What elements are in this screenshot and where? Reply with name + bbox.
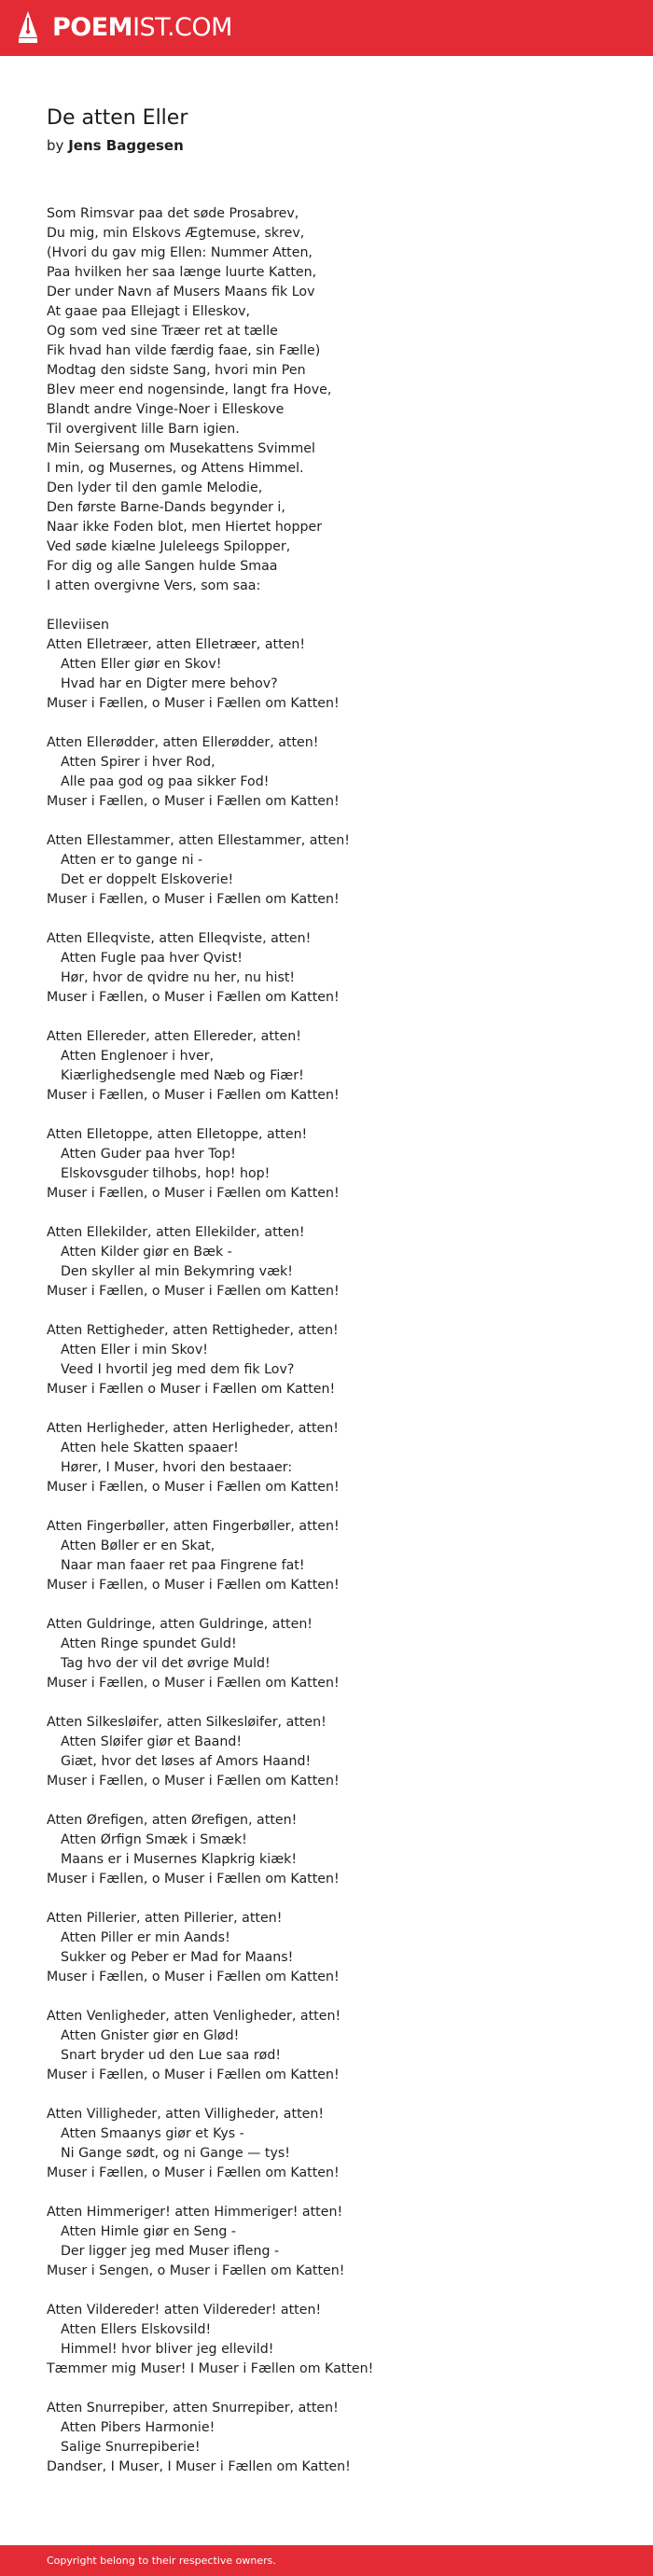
poem-line: Alle paa god og paa sikker Fod! xyxy=(61,774,270,789)
poem-line: Muser i Fællen, o Muser i Fællen om Katten! xyxy=(47,1578,340,1593)
stanza-break xyxy=(47,1889,625,1909)
poem-line: Giæt, hvor det løses af Amors Haand! xyxy=(61,1754,312,1769)
poem-line: Atten Spirer i hver Rod, xyxy=(61,755,215,770)
poem-title: De atten Eller xyxy=(47,106,188,130)
poem-line: Maans er i Musernes Klapkrig kiæk! xyxy=(61,1852,298,1867)
stanza-break xyxy=(47,1791,625,1811)
stanza-break xyxy=(47,2281,625,2301)
poem-line: Atten Guldringe, atten Guldringe, atten! xyxy=(47,1617,313,1632)
stanza-break xyxy=(47,1497,625,1517)
stanza-break xyxy=(47,1693,625,1713)
poem-line: Snart bryder ud den Lue saa rød! xyxy=(61,2048,282,2063)
poem-line: Muser i Fællen, o Muser i Fællen om Katten! xyxy=(47,1970,340,1984)
poem-line: Atten Ørfign Smæk i Smæk! xyxy=(61,1832,247,1847)
poem-line: Fik hvad han vilde færdig faae, sin Fælle) xyxy=(47,343,321,358)
poem-line: Muser i Fællen, o Muser i Fællen om Katten! xyxy=(47,794,340,809)
poem-line: Atten Eller i min Skov! xyxy=(61,1343,208,1358)
poem-line: Atten Rettigheder, atten Rettigheder, atten! xyxy=(47,1323,339,1338)
poem-line: Muser i Sengen, o Muser i Fællen om Katten! xyxy=(47,2263,345,2278)
poem-line: Der under Navn af Musers Maans fik Lov xyxy=(47,285,315,299)
stanza-break xyxy=(47,2085,625,2105)
logo-light: IST.COM xyxy=(132,13,232,42)
poem-line: Atten Silkesløifer, atten Silkesløifer, atten! xyxy=(47,1715,326,1730)
poem-line: Paa hvilken her saa længe luurte Katten, xyxy=(47,265,317,280)
poem-line: Atten Himle giør en Seng - xyxy=(61,2224,236,2239)
poem-line: Atten Elletoppe, atten Elletoppe, atten! xyxy=(47,1127,308,1142)
poem-line: Tæmmer mig Muser! I Muser i Fællen om Katten! xyxy=(47,2361,374,2376)
poem-line: Blev meer end nogensinde, langt fra Hove, xyxy=(47,383,332,397)
poem-line: Blandt andre Vinge-Noer i Elleskove xyxy=(47,402,285,417)
poem-line: Atten Ørefigen, atten Ørefigen, atten! xyxy=(47,1813,298,1828)
poem-line: Atten Vildereder! atten Vildereder! atten! xyxy=(47,2303,322,2318)
logo-bold: POEM xyxy=(52,13,133,42)
poem-line: I min, og Musernes, og Attens Himmel. xyxy=(47,461,304,476)
poem-line: Muser i Fællen, o Muser i Fællen om Katten! xyxy=(47,1774,340,1789)
poem-line: Tag hvo der vil det øvrige Muld! xyxy=(61,1656,271,1671)
poem-line: Atten Fugle paa hver Qvist! xyxy=(61,951,243,966)
poem-line: Atten Ellerødder, atten Ellerødder, atten! xyxy=(47,735,319,750)
poem-line: Hvad har en Digter mere behov? xyxy=(61,676,278,691)
poem-line: Muser i Fællen, o Muser i Fællen om Katten! xyxy=(47,1186,340,1201)
poem-line: I atten overgivne Vers, som saa: xyxy=(47,578,261,593)
site-footer xyxy=(0,2545,653,2576)
pen-nib-icon xyxy=(17,9,39,47)
poem-line: Sukker og Peber er Mad for Maans! xyxy=(61,1950,294,1965)
logo-wordmark xyxy=(52,9,232,47)
stanza-break xyxy=(47,2379,625,2399)
poem-line: Atten Ellekilder, atten Ellekilder, atten! xyxy=(47,1225,305,1240)
poem-line: Muser i Fællen, o Muser i Fællen om Katten! xyxy=(47,1284,340,1299)
site-logo[interactable] xyxy=(17,9,232,47)
poem-line: Atten Gnister giør en Glød! xyxy=(61,2028,240,2043)
poem-line: Naar ikke Foden blot, men Hiertet hopper xyxy=(47,520,323,535)
poem-line: Muser i Fællen o Muser i Fællen om Katten! xyxy=(47,1382,336,1397)
poem-line: Muser i Fællen, o Muser i Fællen om Katten! xyxy=(47,1480,340,1495)
poem-line: Og som ved sine Træer ret at tælle xyxy=(47,324,278,339)
poem-line: Hører, I Muser, hvori den bestaaer: xyxy=(61,1460,293,1475)
poem-line: Atten Guder paa hver Top! xyxy=(61,1147,236,1162)
poem-line: Muser i Fællen, o Muser i Fællen om Katten! xyxy=(47,2068,340,2082)
poem-line: Der ligger jeg med Muser ifleng - xyxy=(61,2244,280,2259)
poem-line: Muser i Fællen, o Muser i Fællen om Katten! xyxy=(47,696,340,711)
poem-line: Atten Ellers Elskovsild! xyxy=(61,2322,212,2337)
poem-line: Atten Englenoer i hver, xyxy=(61,1049,215,1064)
poem-line: Hør, hvor de qvidre nu her, nu hist! xyxy=(61,970,296,985)
poem-line: Veed I hvortil jeg med dem fik Lov? xyxy=(61,1362,295,1377)
poem-line: Atten Himmeriger! atten Himmeriger! atten! xyxy=(47,2205,343,2220)
stanza-break xyxy=(47,596,625,616)
poem-line: Atten hele Skatten spaaer! xyxy=(61,1441,239,1455)
poem-line: Atten Ellereder, atten Ellereder, atten! xyxy=(47,1029,301,1044)
stanza-break xyxy=(47,910,625,929)
poem-line: Det er doppelt Elskoverie! xyxy=(61,872,234,887)
stanza-break xyxy=(47,714,625,733)
stanza-break xyxy=(47,1204,625,1223)
stanza-break xyxy=(47,1595,625,1615)
poem-line: Atten Pibers Harmonie! xyxy=(61,2420,215,2435)
poem-line: Modtag den sidste Sang, hvori min Pen xyxy=(47,363,306,378)
poem-line: (Hvori du gav mig Ellen: Nummer Atten, xyxy=(47,245,313,260)
poem-line: Naar man faaer ret paa Fingrene fat! xyxy=(61,1558,305,1573)
stanza-break xyxy=(47,812,625,831)
poem-line: Atten Pillerier, atten Pillerier, atten! xyxy=(47,1911,283,1926)
poem-line: Salige Snurrepiberie! xyxy=(61,2440,201,2455)
poem-line: Atten Venligheder, atten Venligheder, atten! xyxy=(47,2009,341,2024)
poem-line: Atten Elletræer, atten Elletræer, atten! xyxy=(47,637,306,652)
poem-line: Atten Sløifer giør et Baand! xyxy=(61,1734,243,1749)
poem-line: Muser i Fællen, o Muser i Fællen om Katten! xyxy=(47,892,340,907)
poem-line: Atten Elleqviste, atten Elleqviste, atten! xyxy=(47,931,312,946)
poem-line: At gaae paa Ellejagt i Elleskov, xyxy=(47,304,251,319)
poem-line: Atten Fingerbøller, atten Fingerbøller, atten! xyxy=(47,1519,340,1534)
poem-line: Himmel! hvor bliver jeg ellevild! xyxy=(61,2342,274,2357)
poem-line: Muser i Fællen, o Muser i Fællen om Katten! xyxy=(47,1676,340,1691)
copyright-notice: Copyright belong to their respective owners. xyxy=(47,2555,276,2567)
poem-line: Kiærlighedsengle med Næb og Fiær! xyxy=(61,1068,304,1083)
poem-line: Atten Bøller er en Skat, xyxy=(61,1539,215,1553)
stanza-break xyxy=(47,1302,625,1321)
poem-line: Elleviisen xyxy=(47,618,109,633)
poem-byline xyxy=(47,135,184,156)
poem-line: Den første Barne-Dands begynder i, xyxy=(47,500,285,515)
stanza-break xyxy=(47,1399,625,1419)
poem-line: Atten Smaanys giør et Kys - xyxy=(61,2126,244,2141)
poem-line: Som Rimsvar paa det søde Prosabrev, xyxy=(47,206,299,221)
poem-line: Atten Ringe spundet Guld! xyxy=(61,1636,237,1651)
poem-line: Atten Kilder giør en Bæk - xyxy=(61,1245,232,1260)
poem-line: Til overgivent lille Barn igien. xyxy=(47,422,240,437)
poem-line: Den lyder til den gamle Melodie, xyxy=(47,480,263,495)
poem-line: Atten Ellestammer, atten Ellestammer, atten! xyxy=(47,833,350,848)
poem-body xyxy=(47,204,625,2477)
author-link[interactable]: Jens Baggesen xyxy=(68,137,184,154)
poem-line: Atten er to gange ni - xyxy=(61,853,203,868)
poem-line: Muser i Fællen, o Muser i Fællen om Katten! xyxy=(47,2165,340,2180)
poem-line: Atten Eller giør en Skov! xyxy=(61,657,222,672)
poem-line: Ni Gange sødt, og ni Gange — tys! xyxy=(61,2146,290,2161)
byline-prefix: by xyxy=(47,137,64,154)
poem-line: Atten Herligheder, atten Herligheder, atten! xyxy=(47,1421,339,1436)
poem-line: Min Seiersang om Musekattens Svimmel xyxy=(47,441,315,456)
poem-line: Muser i Fællen, o Muser i Fællen om Katten! xyxy=(47,1088,340,1103)
poem-line: Atten Snurrepiber, atten Snurrepiber, atten! xyxy=(47,2401,339,2416)
poem-line: Dandser, I Muser, I Muser i Fællen om Katten! xyxy=(47,2459,351,2474)
poem-line: Muser i Fællen, o Muser i Fællen om Katten! xyxy=(47,1872,340,1887)
poem-line: Atten Piller er min Aands! xyxy=(61,1930,230,1945)
poem-line: Du mig, min Elskovs Ægtemuse, skrev, xyxy=(47,226,305,241)
stanza-break xyxy=(47,1106,625,1125)
site-header xyxy=(0,0,653,56)
poem-line: Den skyller al min Bekymring væk! xyxy=(61,1264,293,1279)
stanza-break xyxy=(47,1008,625,1027)
stanza-break xyxy=(47,2183,625,2203)
poem-line: Ved søde kiælne Juleleegs Spilopper, xyxy=(47,539,291,554)
poem-line: Muser i Fællen, o Muser i Fællen om Katten! xyxy=(47,990,340,1005)
poem-line: Elskovsguder tilhobs, hop! hop! xyxy=(61,1166,271,1181)
stanza-break xyxy=(47,1987,625,2007)
poem-line: For dig og alle Sangen hulde Smaa xyxy=(47,559,278,574)
poem-line: Atten Villigheder, atten Villigheder, atten! xyxy=(47,2107,325,2122)
